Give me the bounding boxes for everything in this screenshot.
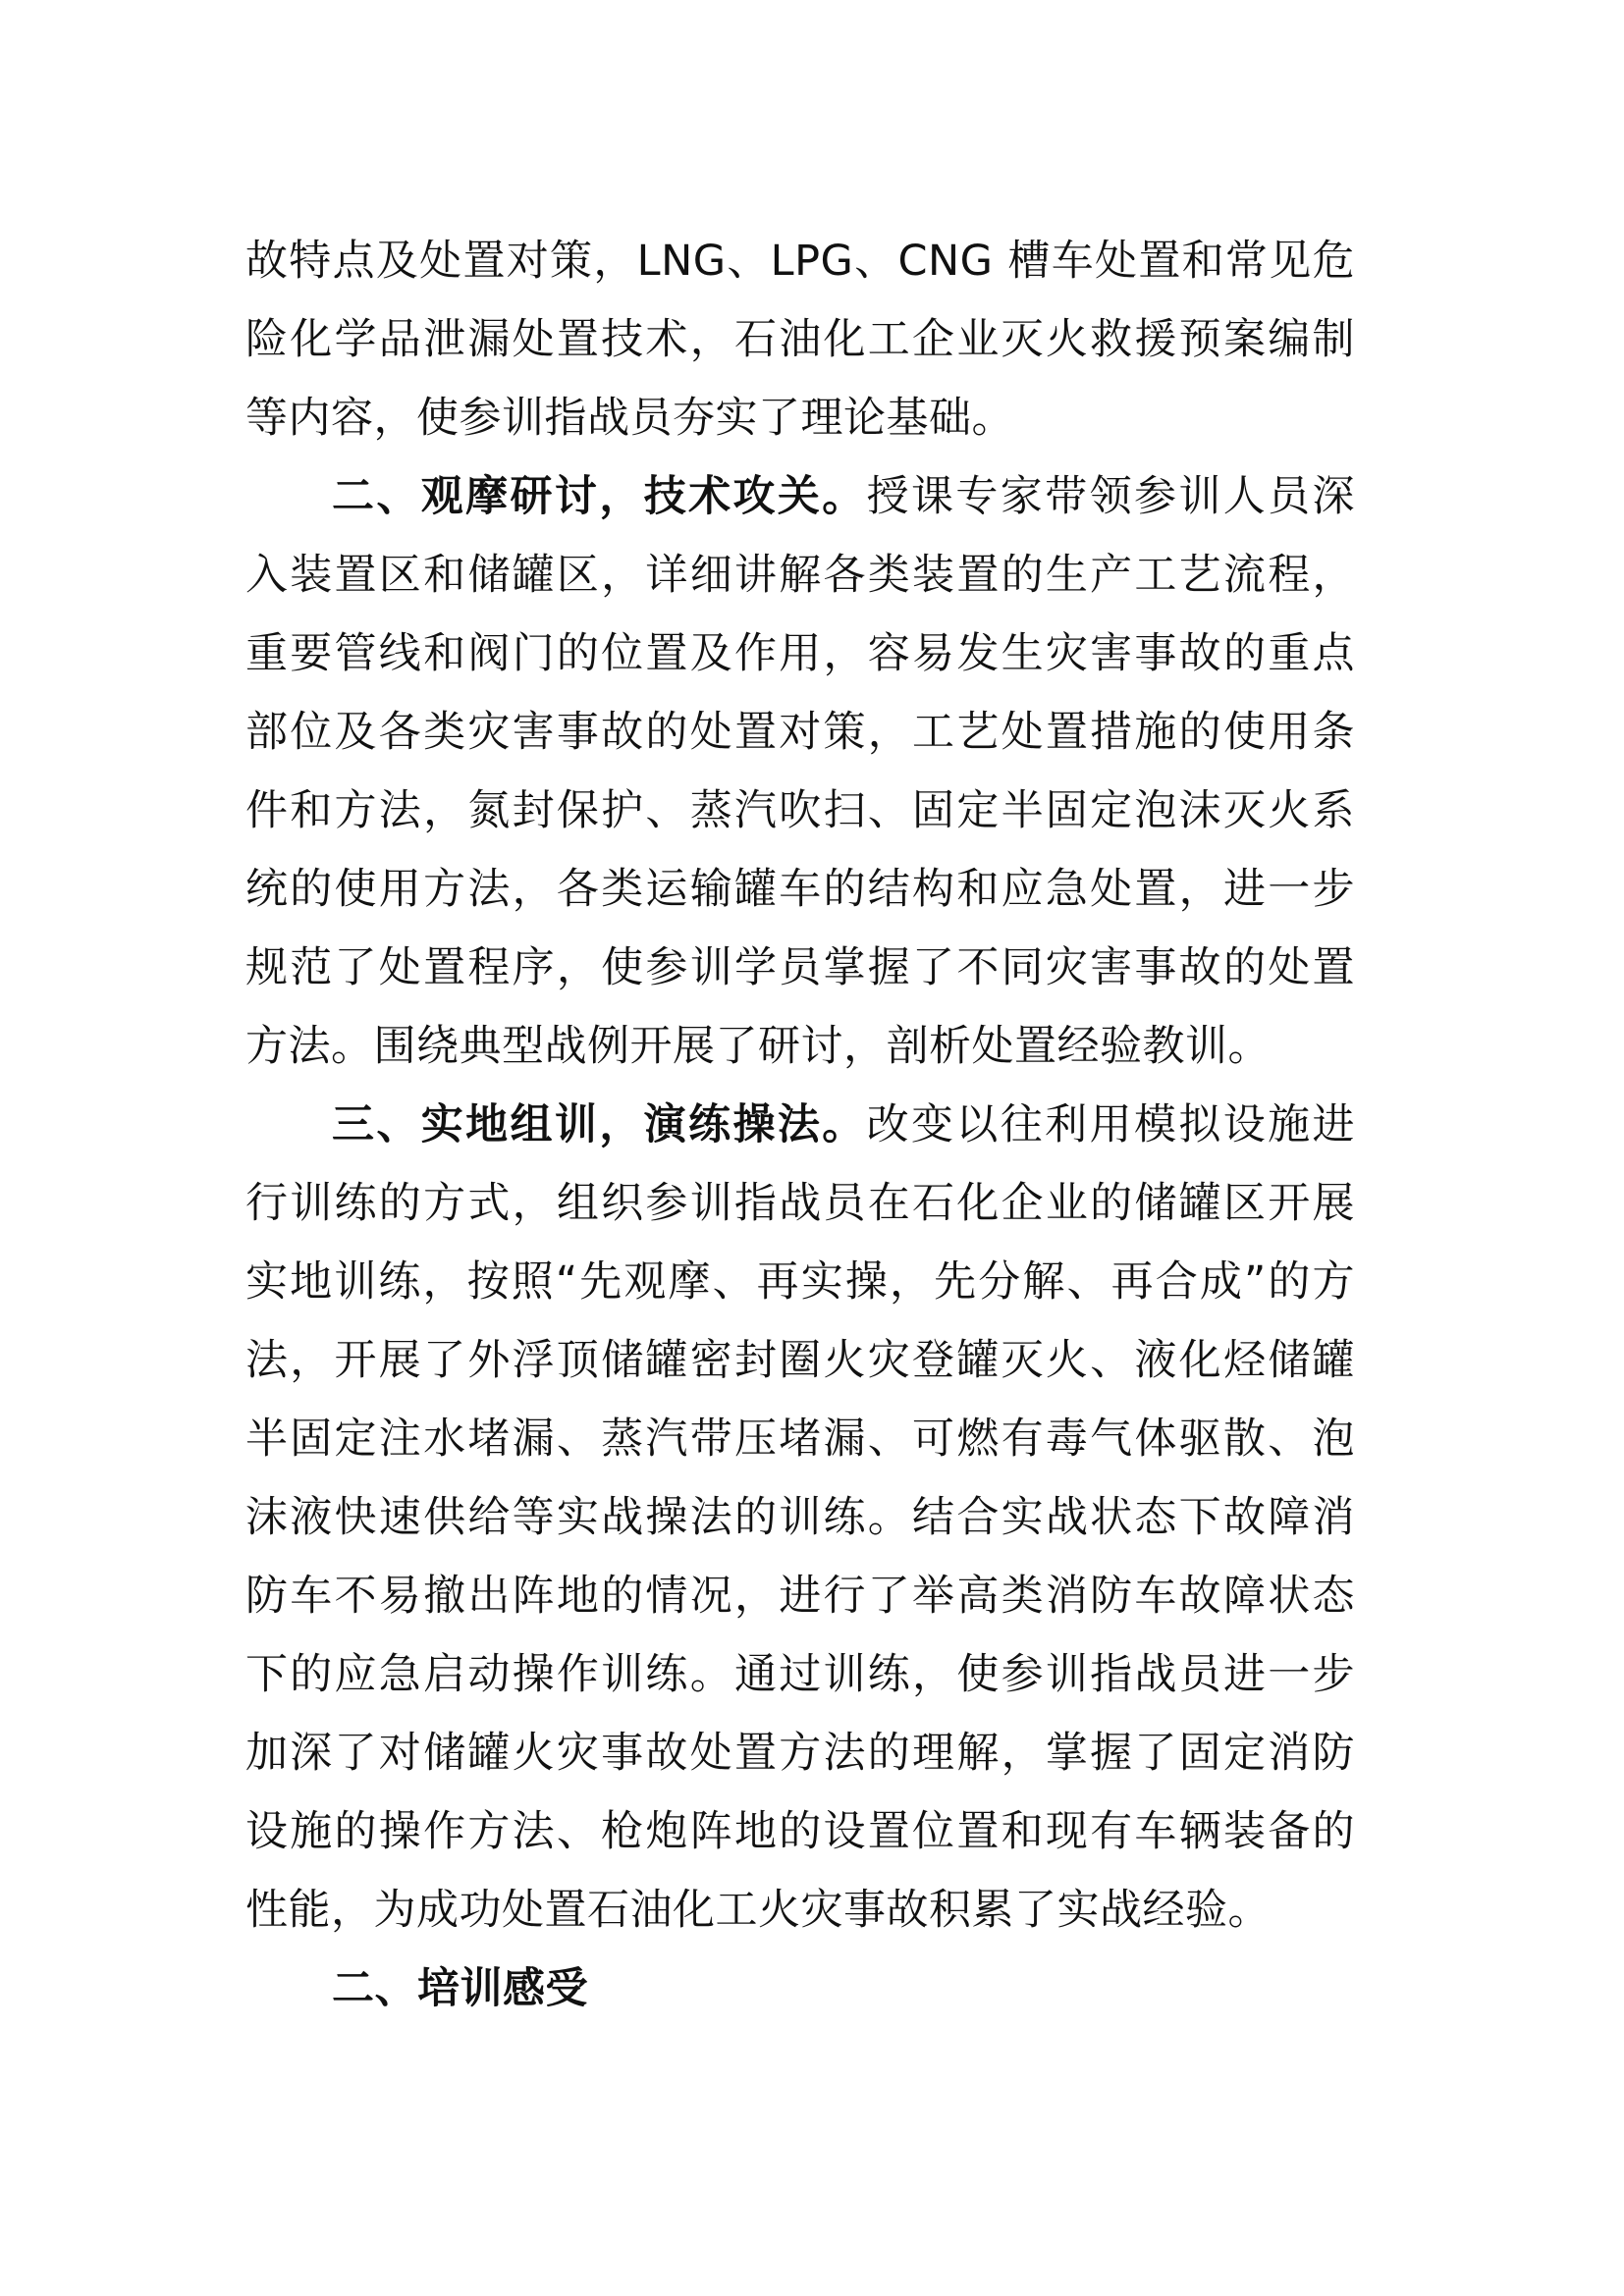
- paragraph-lead: 二、观摩研讨，技术攻关。: [332, 472, 867, 521]
- paragraph-field-training: [245, 1086, 1355, 1949]
- paragraph-continuation: [245, 222, 1355, 457]
- section-heading: 二、培训感受: [332, 1964, 588, 2013]
- paragraph-lead: 三、实地组训，演练操法。: [332, 1100, 867, 1149]
- paragraph-observation-discussion: [245, 457, 1355, 1086]
- paragraph-text: 改变以往利用模拟设施进行训练的方式，组织参训指战员在石化企业的储罐区开展实地训练，按照“先观摩、再实操，先分解、再合成”的方法，开展了外浮顶储罐密封圈火灾登罐灭火、液化烃储罐半固定注水堵漏、蒸汽带压堵漏、可燃有毒气体驱散、泡沫液快速供给等实战操法的训练。结合实战状态下故障消防车不易撤出阵地的情况，进行了举高类消防车故障状态下的应急启动操作训练。通过训练，使参训指战员进一步加深了对储罐火灾事故处置方法的理解，掌握了固定消防设施的操作方法、枪炮阵地的设置位置和现有车辆装备的性能，为成功处置石油化工火灾事故积累了实战经验。: [245, 1100, 1356, 1935]
- document-body: [245, 222, 1355, 2028]
- paragraph-text: 授课专家带领参训人员深入装置区和储罐区，详细讲解各类装置的生产工艺流程，重要管线和阀门的位置及作用，容易发生灾害事故的重点部位及各类灾害事故的处置对策，工艺处置措施的使用条件和方法，氮封保护、蒸汽吹扫、固定半固定泡沫灭火系统的使用方法，各类运输罐车的结构和应急处置，进一步规范了处置程序，使参训学员掌握了不同灾害事故的处置方法。围绕典型战例开展了研讨，剖析处置经验教训。: [245, 472, 1356, 1071]
- paragraph-text: 故特点及处置对策，LNG、LPG、CNG 槽车处置和常见危险化学品泄漏处置技术，石油化工企业灭火救援预案编制等内容，使参训指战员夯实了理论基础。: [245, 237, 1355, 443]
